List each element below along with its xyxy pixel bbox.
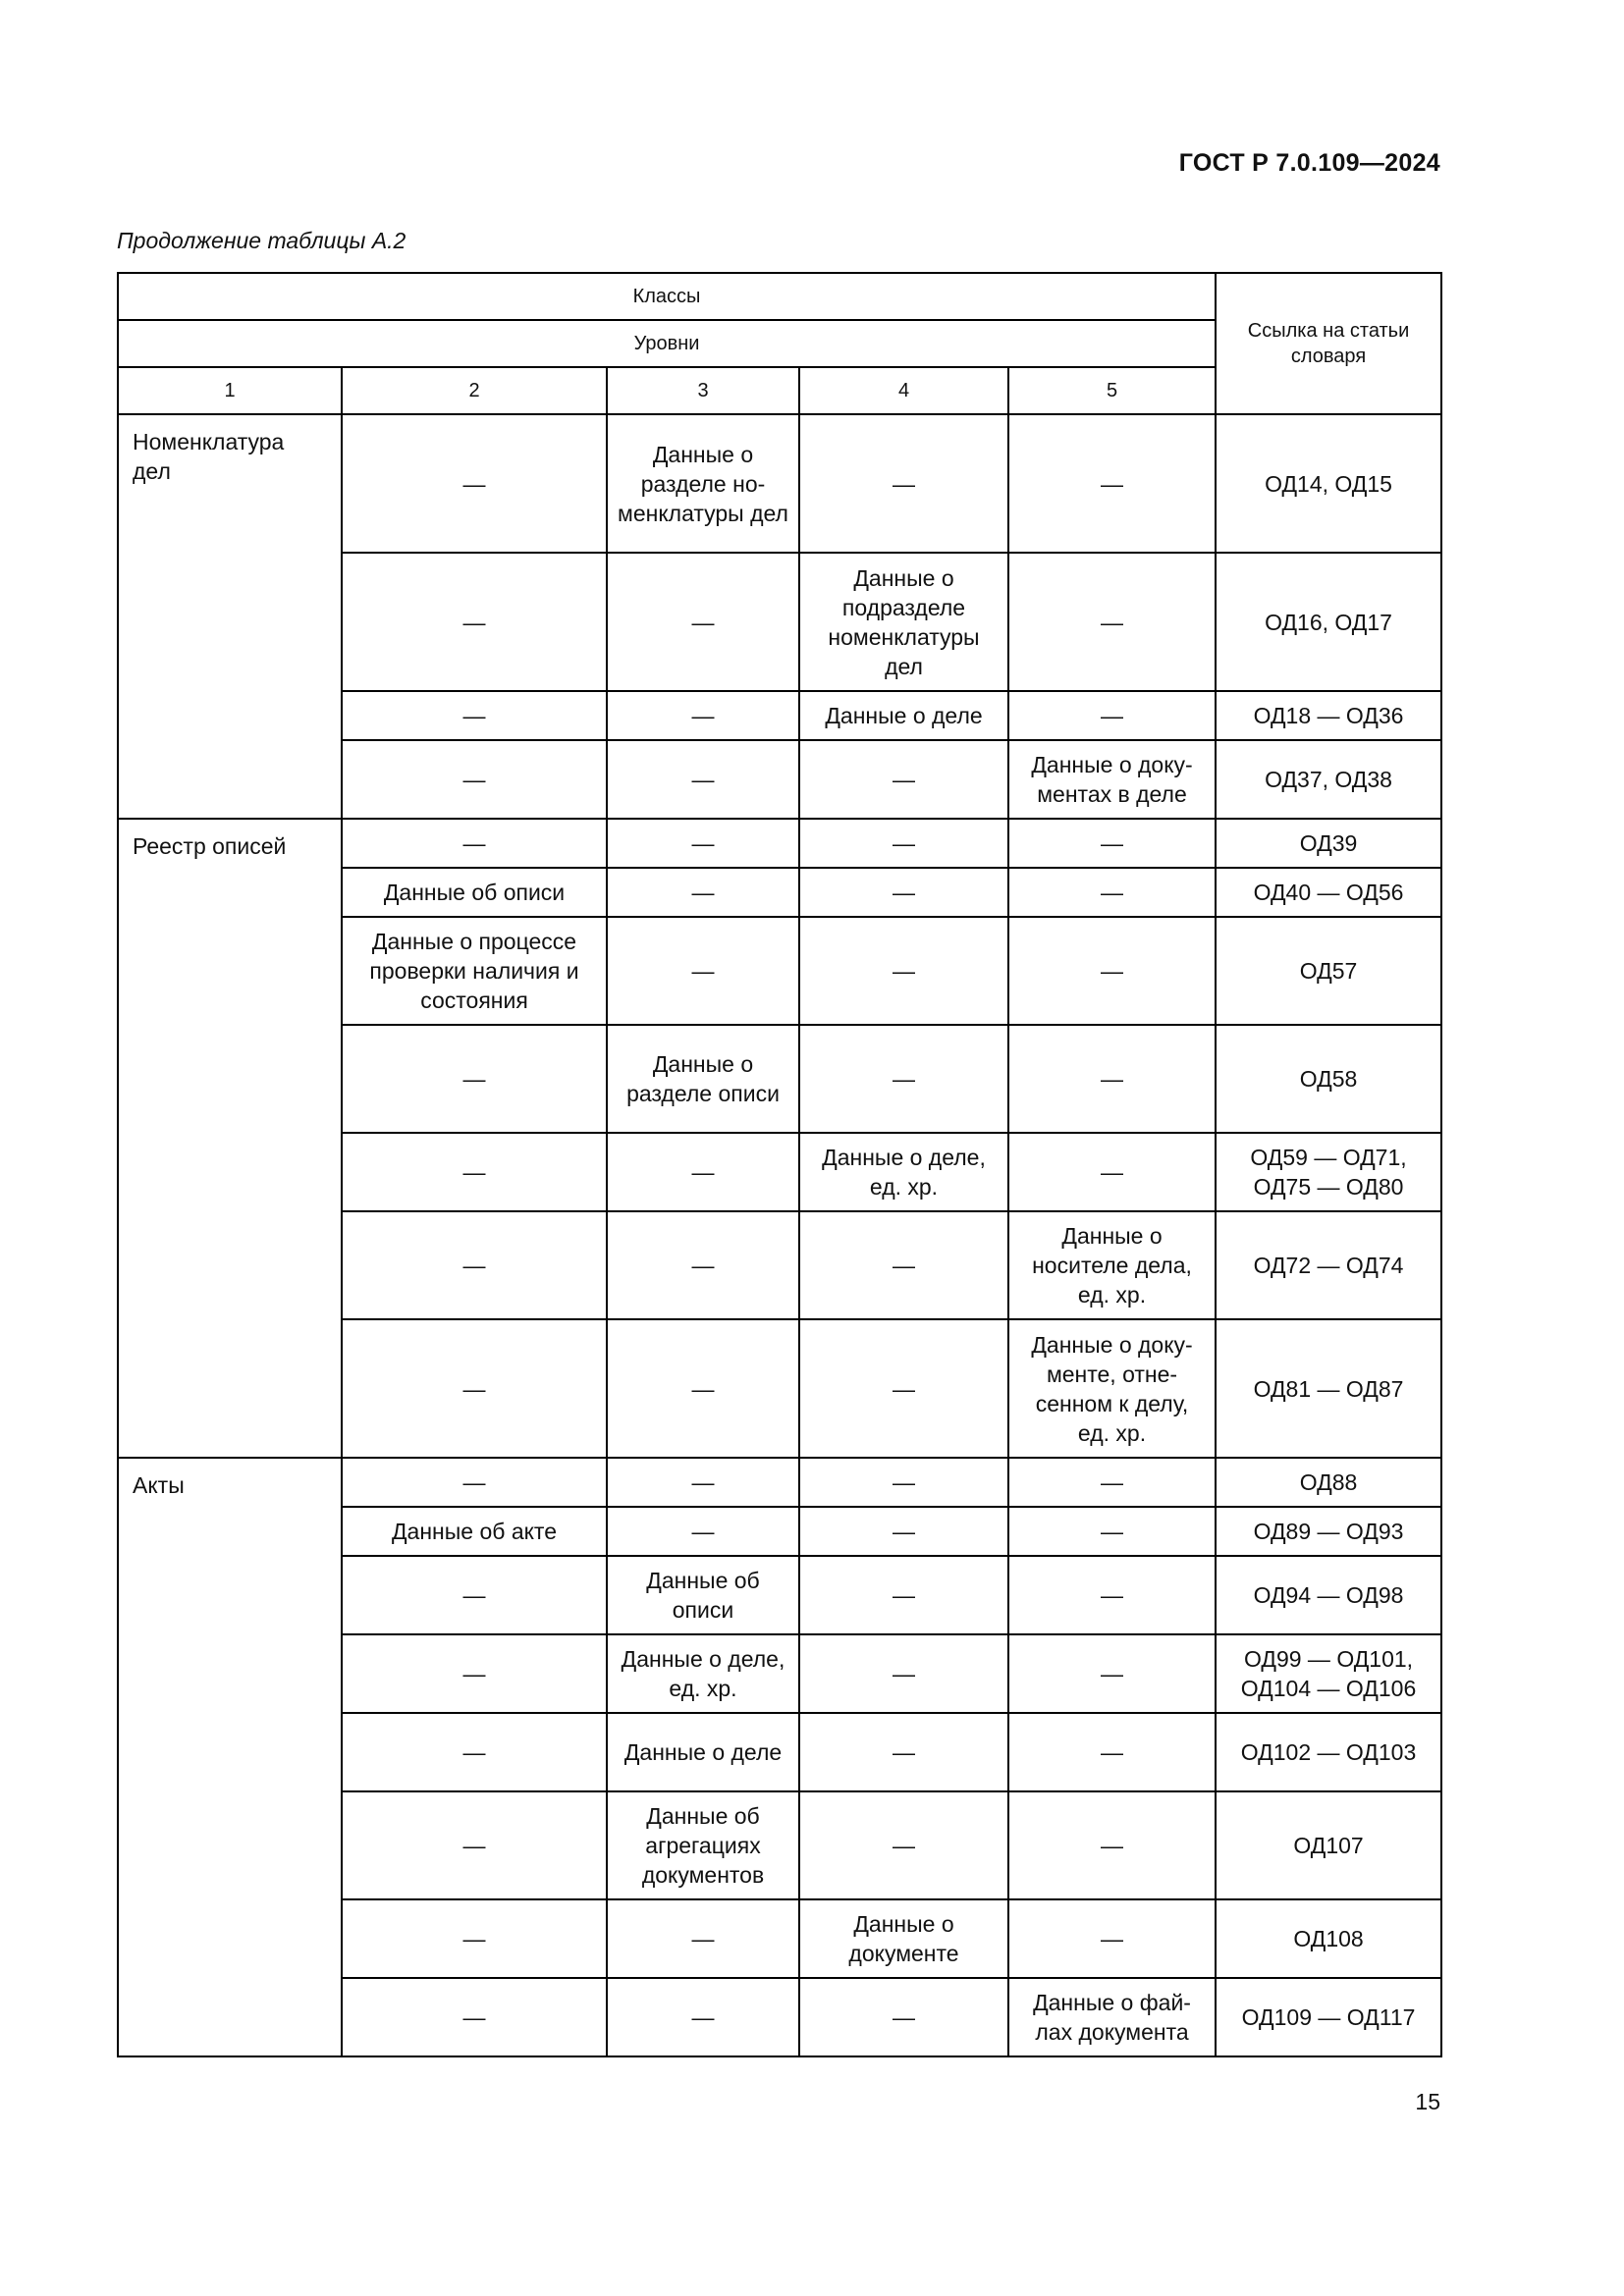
class-name-cell: Реестр описей (118, 819, 342, 1458)
ref-cell: ОД108 (1216, 1899, 1441, 1978)
ref-cell: ОД37, ОД38 (1216, 740, 1441, 819)
level-cell: — (1008, 917, 1216, 1025)
level-cell: — (1008, 1025, 1216, 1133)
level-cell: — (607, 1899, 799, 1978)
header-levels: Уровни (118, 320, 1216, 367)
level-cell: — (799, 819, 1008, 868)
level-cell: — (799, 1211, 1008, 1319)
level-cell: Данные об описи (607, 1556, 799, 1634)
header-col-1: 1 (118, 367, 342, 414)
level-cell: — (607, 1319, 799, 1458)
level-cell: Данные о разделе но-менклатуры дел (607, 414, 799, 553)
level-cell: — (342, 1458, 607, 1507)
level-cell: Данные о доку-менте, отне-сенном к делу, ед. хр. (1008, 1319, 1216, 1458)
level-cell: — (607, 691, 799, 740)
ref-cell: ОД14, ОД15 (1216, 414, 1441, 553)
table-row (118, 1458, 1441, 1507)
level-cell: — (607, 917, 799, 1025)
level-cell: — (1008, 1713, 1216, 1791)
level-cell: Данные о деле (607, 1713, 799, 1791)
level-cell: — (1008, 1556, 1216, 1634)
ref-cell: ОД88 (1216, 1458, 1441, 1507)
ref-cell: ОД18 — ОД36 (1216, 691, 1441, 740)
ref-cell: ОД102 — ОД103 (1216, 1713, 1441, 1791)
level-cell: — (799, 1978, 1008, 2056)
header-col-5: 5 (1008, 367, 1216, 414)
header-col-4: 4 (799, 367, 1008, 414)
level-cell: — (342, 1211, 607, 1319)
level-cell: — (342, 1978, 607, 2056)
level-cell: — (799, 1713, 1008, 1791)
level-cell: — (342, 819, 607, 868)
level-cell: — (607, 1458, 799, 1507)
level-cell: — (1008, 553, 1216, 691)
level-cell: — (799, 1319, 1008, 1458)
level-cell: — (1008, 868, 1216, 917)
level-cell: Данные о разделе описи (607, 1025, 799, 1133)
ref-cell: ОД40 — ОД56 (1216, 868, 1441, 917)
level-cell: Данные об акте (342, 1507, 607, 1556)
level-cell: Данные о носителе дела, ед. хр. (1008, 1211, 1216, 1319)
level-cell: — (799, 868, 1008, 917)
level-cell: Данные о подразделе номенклатуры дел (799, 553, 1008, 691)
level-cell: — (342, 691, 607, 740)
classification-table (117, 272, 1442, 2057)
level-cell: — (342, 740, 607, 819)
level-cell: — (1008, 819, 1216, 868)
level-cell: — (607, 1133, 799, 1211)
level-cell: — (342, 1791, 607, 1899)
level-cell: Данные о деле, ед. хр. (607, 1634, 799, 1713)
level-cell: — (607, 740, 799, 819)
level-cell: — (342, 553, 607, 691)
level-cell: — (1008, 1458, 1216, 1507)
level-cell: — (342, 1556, 607, 1634)
level-cell: Данные о фай-лах документа (1008, 1978, 1216, 2056)
level-cell: — (1008, 1899, 1216, 1978)
class-name-cell: Номенклатура дел (118, 414, 342, 819)
level-cell: — (1008, 691, 1216, 740)
level-cell: — (342, 1713, 607, 1791)
ref-cell: ОД16, ОД17 (1216, 553, 1441, 691)
level-cell: — (799, 1791, 1008, 1899)
level-cell: — (799, 740, 1008, 819)
level-cell: Данные об агрегациях документов (607, 1791, 799, 1899)
level-cell: — (607, 819, 799, 868)
level-cell: — (799, 917, 1008, 1025)
header-ref: Ссылка на статьи словаря (1216, 273, 1441, 414)
ref-cell: ОД81 — ОД87 (1216, 1319, 1441, 1458)
level-cell: — (799, 1025, 1008, 1133)
level-cell: — (1008, 1133, 1216, 1211)
table-row (118, 819, 1441, 868)
level-cell: — (1008, 1634, 1216, 1713)
level-cell: — (799, 1458, 1008, 1507)
ref-cell: ОД39 (1216, 819, 1441, 868)
level-cell: — (342, 1319, 607, 1458)
level-cell: Данные о процессе проверки наличия и состояния (342, 917, 607, 1025)
level-cell: Данные о деле (799, 691, 1008, 740)
level-cell: — (342, 1133, 607, 1211)
ref-cell: ОД89 — ОД93 (1216, 1507, 1441, 1556)
level-cell: — (607, 1978, 799, 2056)
level-cell: — (607, 553, 799, 691)
level-cell: Данные о деле, ед. хр. (799, 1133, 1008, 1211)
class-name-cell: Акты (118, 1458, 342, 2056)
level-cell: — (342, 1025, 607, 1133)
ref-cell: ОД99 — ОД101, ОД104 — ОД106 (1216, 1634, 1441, 1713)
table-body (118, 414, 1441, 2056)
level-cell: — (799, 1507, 1008, 1556)
level-cell: — (799, 1634, 1008, 1713)
level-cell: — (799, 1556, 1008, 1634)
level-cell: Данные о доку-ментах в деле (1008, 740, 1216, 819)
level-cell: — (342, 1634, 607, 1713)
document-code: ГОСТ Р 7.0.109—2024 (1178, 149, 1440, 177)
level-cell: — (607, 868, 799, 917)
level-cell: — (607, 1211, 799, 1319)
level-cell: — (1008, 414, 1216, 553)
header-col-2: 2 (342, 367, 607, 414)
page-number: 15 (1415, 2089, 1440, 2114)
level-cell: — (342, 1899, 607, 1978)
ref-cell: ОД94 — ОД98 (1216, 1556, 1441, 1634)
level-cell: — (342, 414, 607, 553)
level-cell: — (799, 414, 1008, 553)
ref-cell: ОД109 — ОД117 (1216, 1978, 1441, 2056)
ref-cell: ОД57 (1216, 917, 1441, 1025)
ref-cell: ОД107 (1216, 1791, 1441, 1899)
table-caption: Продолжение таблицы А.2 (117, 228, 406, 253)
level-cell: — (607, 1507, 799, 1556)
header-classes: Классы (118, 273, 1216, 320)
header-col-3: 3 (607, 367, 799, 414)
level-cell: — (1008, 1507, 1216, 1556)
ref-cell: ОД72 — ОД74 (1216, 1211, 1441, 1319)
level-cell: Данные об описи (342, 868, 607, 917)
level-cell: — (1008, 1791, 1216, 1899)
table-row (118, 414, 1441, 553)
level-cell: Данные о документе (799, 1899, 1008, 1978)
ref-cell: ОД59 — ОД71, ОД75 — ОД80 (1216, 1133, 1441, 1211)
ref-cell: ОД58 (1216, 1025, 1441, 1133)
